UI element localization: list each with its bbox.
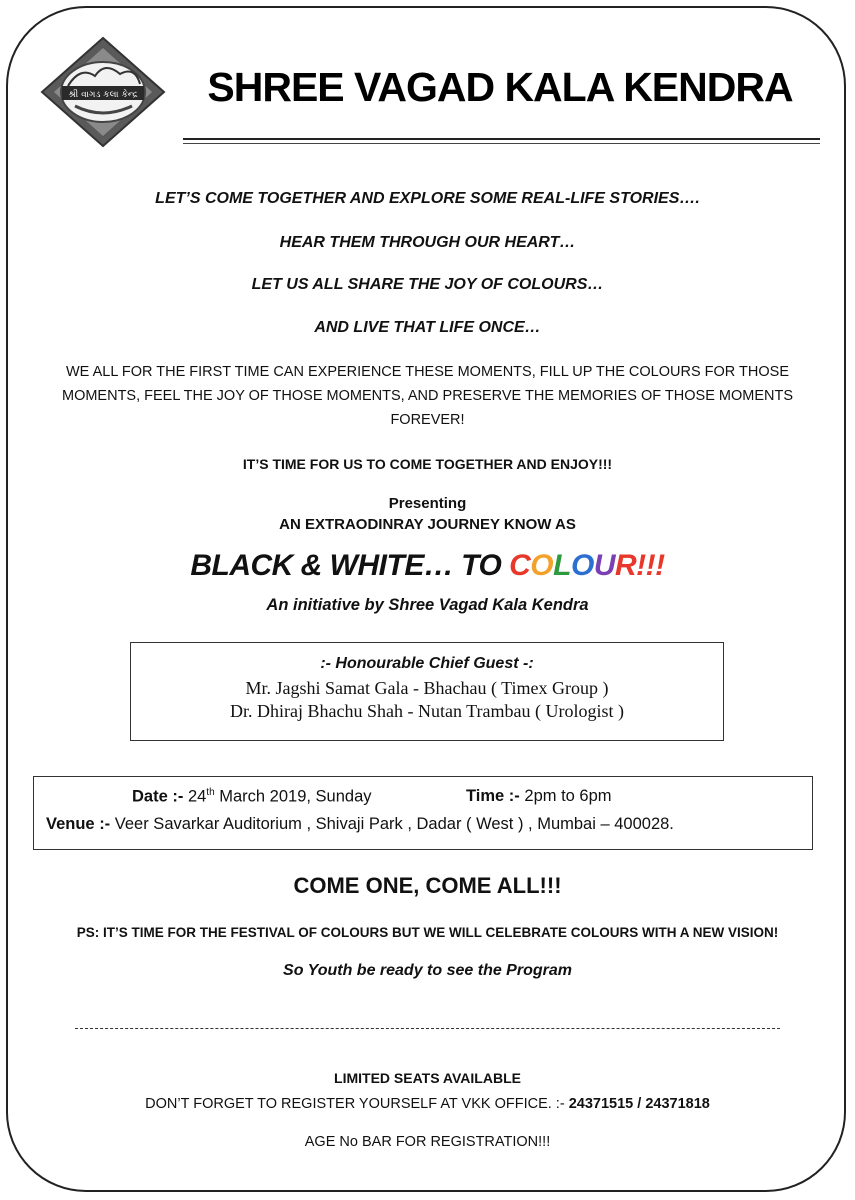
phone-1: 24371515: [568, 1096, 634, 1112]
event-title-colour-word: [509, 549, 636, 582]
title-underline: [183, 138, 820, 140]
intro-paragraph: WE ALL FOR THE FIRST TIME CAN EXPERIENCE THESE MOMENTS, FILL UP THE COLOURS FOR THOSE MOMENTS, FEEL THE JOY OF THOSE MOMENTS, AND PRESERVE THE MEMORIES OF THOSE MOMENTS FOREVER!: [61, 364, 793, 428]
date-label: Date :-: [132, 787, 184, 806]
colour-letter-4: O: [570, 549, 594, 582]
youth-line: So Youth be ready to see the Program: [283, 962, 572, 979]
colour-letter-1: C: [509, 549, 531, 582]
colour-letter-3: L: [553, 549, 571, 582]
venue-label: Venue :-: [46, 815, 111, 833]
intro-line-4: AND LIVE THAT LIFE ONCE…: [314, 319, 541, 336]
event-details-box: [33, 776, 813, 850]
organization-title: SHREE VAGAD KALA KENDRA: [207, 64, 793, 110]
logo-emblem-icon: [40, 36, 166, 148]
date-day: 24: [187, 787, 207, 806]
chief-guest-1: Mr. Jagshi Samat Gala - Bhachau ( Timex Group ): [245, 678, 609, 698]
venue-value: Veer Savarkar Auditorium , Shivaji Park , Dadar ( West ) , Mumbai – 400028.: [114, 815, 674, 833]
phone-2: 24371818: [645, 1096, 710, 1112]
event-title-suffix: !!!: [636, 549, 665, 582]
date-line: [132, 787, 372, 807]
vkk-logo: [40, 36, 166, 148]
title-underline-2: [183, 143, 820, 144]
ps-line: PS: IT’S TIME FOR THE FESTIVAL OF COLOURS BUT WE WILL CELEBRATE COLOURS WITH A NEW VISION!: [76, 925, 779, 940]
presenting-label: Presenting: [388, 495, 467, 512]
event-title-prefix: BLACK & WHITE… TO: [190, 549, 510, 582]
time-line: [466, 787, 612, 806]
chief-guest-heading: :- Honourable Chief Guest -:: [320, 655, 534, 672]
come-all-line: COME ONE, COME ALL!!!: [293, 873, 562, 898]
chief-guest-2: Dr. Dhiraj Bhachu Shah - Nutan Trambau ( Urologist ): [230, 701, 624, 721]
enjoy-line: IT’S TIME FOR US TO COME TOGETHER AND ENJOY!!!: [242, 456, 613, 472]
chief-guest-box: [130, 642, 724, 741]
time-value: 2pm to 6pm: [524, 787, 612, 805]
intro-line-1: LET’S COME TOGETHER AND EXPLORE SOME REAL-LIFE STORIES….: [155, 190, 700, 207]
register-line: [0, 1096, 855, 1112]
colour-letter-2: O: [530, 549, 554, 582]
age-line: AGE No BAR FOR REGISTRATION!!!: [304, 1134, 551, 1150]
colour-letter-6: R: [614, 549, 637, 582]
intro-line-2: HEAR THEM THROUGH OUR HEART…: [279, 234, 576, 251]
venue-line: [46, 815, 674, 834]
presenting-subtitle: AN EXTRAODINRAY JOURNEY KNOW AS: [279, 516, 576, 533]
date-suffix: th: [206, 787, 215, 798]
initiative-line: An initiative by Shree Vagad Kala Kendra: [266, 596, 589, 614]
time-label: Time :-: [466, 787, 520, 805]
colour-letter-5: U: [593, 549, 615, 582]
logo-text: શ્રી વાગડ કલા કેન્દ્ર: [68, 90, 138, 100]
dashed-divider: [75, 1028, 780, 1029]
intro-line-3: LET US ALL SHARE THE JOY OF COLOURS…: [251, 276, 604, 293]
event-title: [0, 549, 855, 583]
limited-seats: LIMITED SEATS AVAILABLE: [334, 1070, 521, 1086]
phone-separator: /: [637, 1096, 642, 1112]
register-text: DON’T FORGET TO REGISTER YOURSELF AT VKK OFFICE. :-: [145, 1096, 565, 1112]
date-value: March 2019, Sunday: [219, 787, 372, 806]
